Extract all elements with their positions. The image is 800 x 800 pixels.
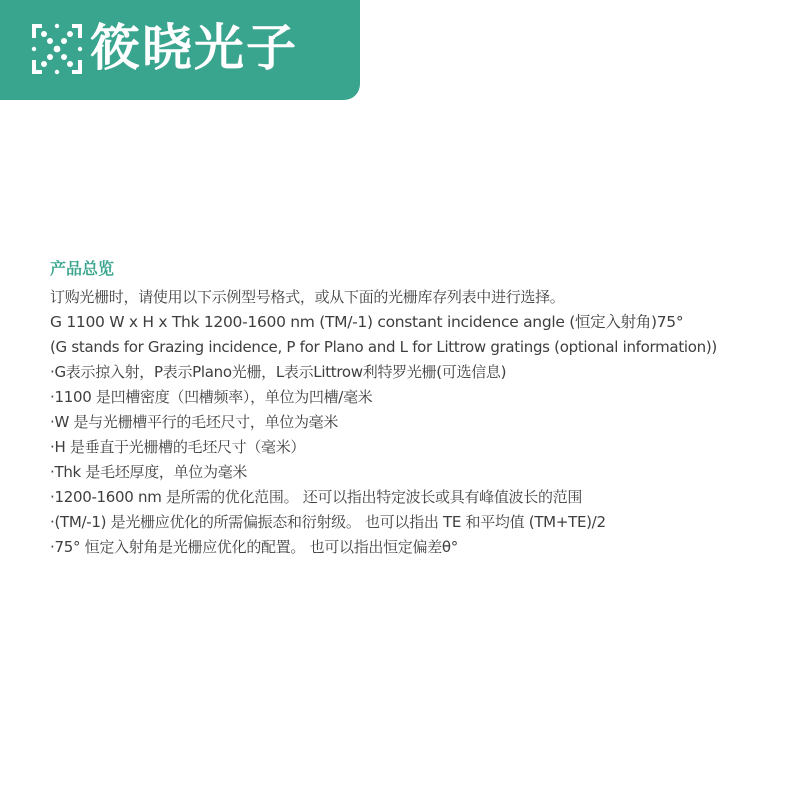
brand-banner: [0, 0, 360, 100]
list-item-type: ·G表示掠入射，P表示Plano光栅，L表示Littrow利特罗光栅(可选信息): [50, 363, 507, 381]
list-item-thickness: ·Thk 是毛坯厚度，单位为毫米: [50, 463, 248, 481]
model-format-line: G 1100 W x H x Thk 1200-1600 nm (TM/-1) constant incidence angle (恒定入射角)75°: [50, 313, 684, 331]
section-title: 产品总览: [50, 259, 115, 278]
brand-logo-icon: [30, 20, 84, 78]
format-explanation-line: (G stands for Grazing incidence, P for Plano and L for Littrow gratings (optional information)): [50, 338, 717, 356]
list-item-groove-density: ·1100 是凹槽密度（凹槽频率），单位为凹槽/毫米: [50, 388, 373, 406]
list-item-height: ·H 是垂直于光栅槽的毛坯尺寸（毫米）: [50, 438, 306, 456]
list-item-width: ·W 是与光栅槽平行的毛坯尺寸，单位为毫米: [50, 413, 339, 431]
list-item-range: ·1200-1600 nm 是所需的优化范围。 还可以指出特定波长或具有峰值波长的范围: [50, 488, 583, 506]
list-item-polarization: ·(TM/-1) 是光栅应优化的所需偏振态和衍射级。 也可以指出 TE 和平均值 (TM+TE)/2: [50, 513, 606, 531]
intro-line: 订购光栅时，请使用以下示例型号格式，或从下面的光栅库存列表中进行选择。: [50, 288, 565, 306]
brand-name: 筱晓光子: [90, 19, 298, 77]
list-item-angle: ·75° 恒定入射角是光栅应优化的配置。 也可以指出恒定偏差θ°: [50, 538, 458, 556]
overview-lines: [50, 285, 717, 560]
